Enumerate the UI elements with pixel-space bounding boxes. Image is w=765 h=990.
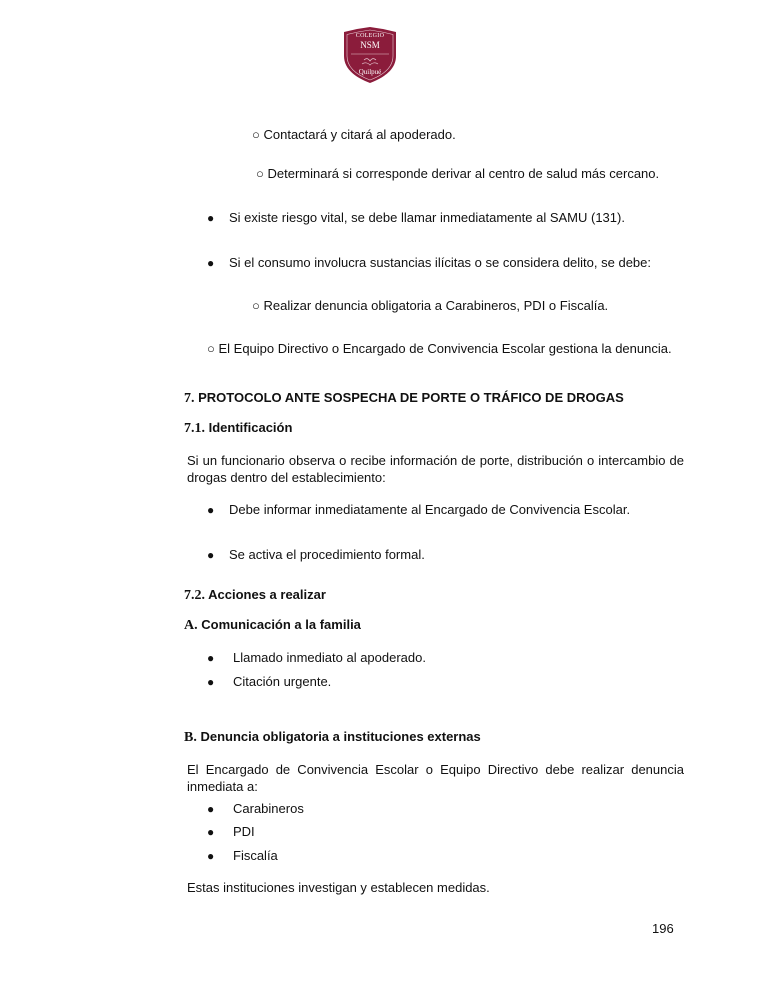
- subsubsection-letter: B.: [184, 730, 197, 745]
- list-item-text: Citación urgente.: [233, 674, 332, 689]
- list-item-text: Se activa el procedimiento formal.: [229, 547, 425, 562]
- closing-paragraph: Estas instituciones investigan y establecen medidas.: [187, 880, 490, 895]
- list-marker: ○: [252, 127, 260, 142]
- subsection-title: Identificación: [208, 420, 293, 435]
- paragraph: El Encargado de Convivencia Escolar o Equipo Directivo debe realizar denuncia inmediata a:: [187, 762, 684, 794]
- list-item-text: Realizar denuncia obligatoria a Carabineros, PDI o Fiscalía.: [263, 298, 609, 313]
- list-marker: ●: [207, 651, 215, 665]
- logo-line-nsm: NSM: [360, 40, 380, 50]
- subsubsection-heading: [184, 729, 481, 746]
- list-item-text: Contactará y citará al apoderado.: [263, 127, 456, 142]
- list-item-text: Fiscalía: [233, 848, 278, 863]
- list-marker: ●: [207, 802, 215, 816]
- list-marker: ●: [207, 211, 215, 225]
- subsection-number: 7.1.: [184, 421, 205, 436]
- list-marker: ●: [207, 675, 215, 689]
- list-marker: ●: [207, 503, 215, 517]
- list-marker: ○: [252, 298, 260, 313]
- list-item-text: PDI: [233, 824, 255, 839]
- list-item: [252, 127, 456, 143]
- subsection-heading: [184, 587, 326, 604]
- list-marker: ●: [207, 849, 215, 863]
- subsection-title: Acciones a realizar: [208, 587, 326, 602]
- list-marker: ●: [207, 548, 215, 562]
- list-item: [256, 166, 659, 182]
- list-marker: ●: [207, 256, 215, 270]
- logo-line-quilpue: Quilpué: [358, 68, 382, 76]
- list-item-text: Debe informar inmediatamente al Encargado de Convivencia Escolar.: [229, 502, 631, 517]
- list-item: [207, 341, 672, 357]
- school-logo: [343, 26, 397, 84]
- page-number: 196: [652, 921, 674, 936]
- subsubsection-title: Denuncia obligatoria a instituciones externas: [200, 729, 481, 744]
- section-number: 7.: [184, 391, 195, 406]
- list-item-text: Determinará si corresponde derivar al centro de salud más cercano.: [267, 166, 660, 181]
- list-marker: ○: [207, 341, 215, 356]
- list-marker: ●: [207, 825, 215, 839]
- subsubsection-letter: A.: [184, 618, 198, 633]
- section-heading: [184, 390, 624, 407]
- list-marker: ○: [256, 166, 264, 181]
- subsubsection-title: Comunicación a la familia: [201, 617, 361, 632]
- list-item-text: Si existe riesgo vital, se debe llamar inmediatamente al SAMU (131).: [229, 210, 625, 225]
- list-item: [252, 298, 608, 314]
- subsubsection-heading: [184, 617, 361, 634]
- section-title: PROTOCOLO ANTE SOSPECHA DE PORTE O TRÁFICO DE DROGAS: [198, 390, 624, 405]
- logo-line-colegio: COLEGIO: [355, 33, 385, 39]
- list-item-text: Llamado inmediato al apoderado.: [233, 650, 426, 665]
- list-item-text: El Equipo Directivo o Encargado de Convivencia Escolar gestiona la denuncia.: [218, 341, 672, 356]
- paragraph: Si un funcionario observa o recibe información de porte, distribución o intercambio de drogas dentro del establecimiento:: [187, 453, 684, 485]
- subsection-heading: [184, 420, 292, 437]
- subsection-number: 7.2.: [184, 588, 205, 603]
- list-item-text: Si el consumo involucra sustancias ilícitas o se considera delito, se debe:: [229, 255, 651, 270]
- list-item-text: Carabineros: [233, 801, 304, 816]
